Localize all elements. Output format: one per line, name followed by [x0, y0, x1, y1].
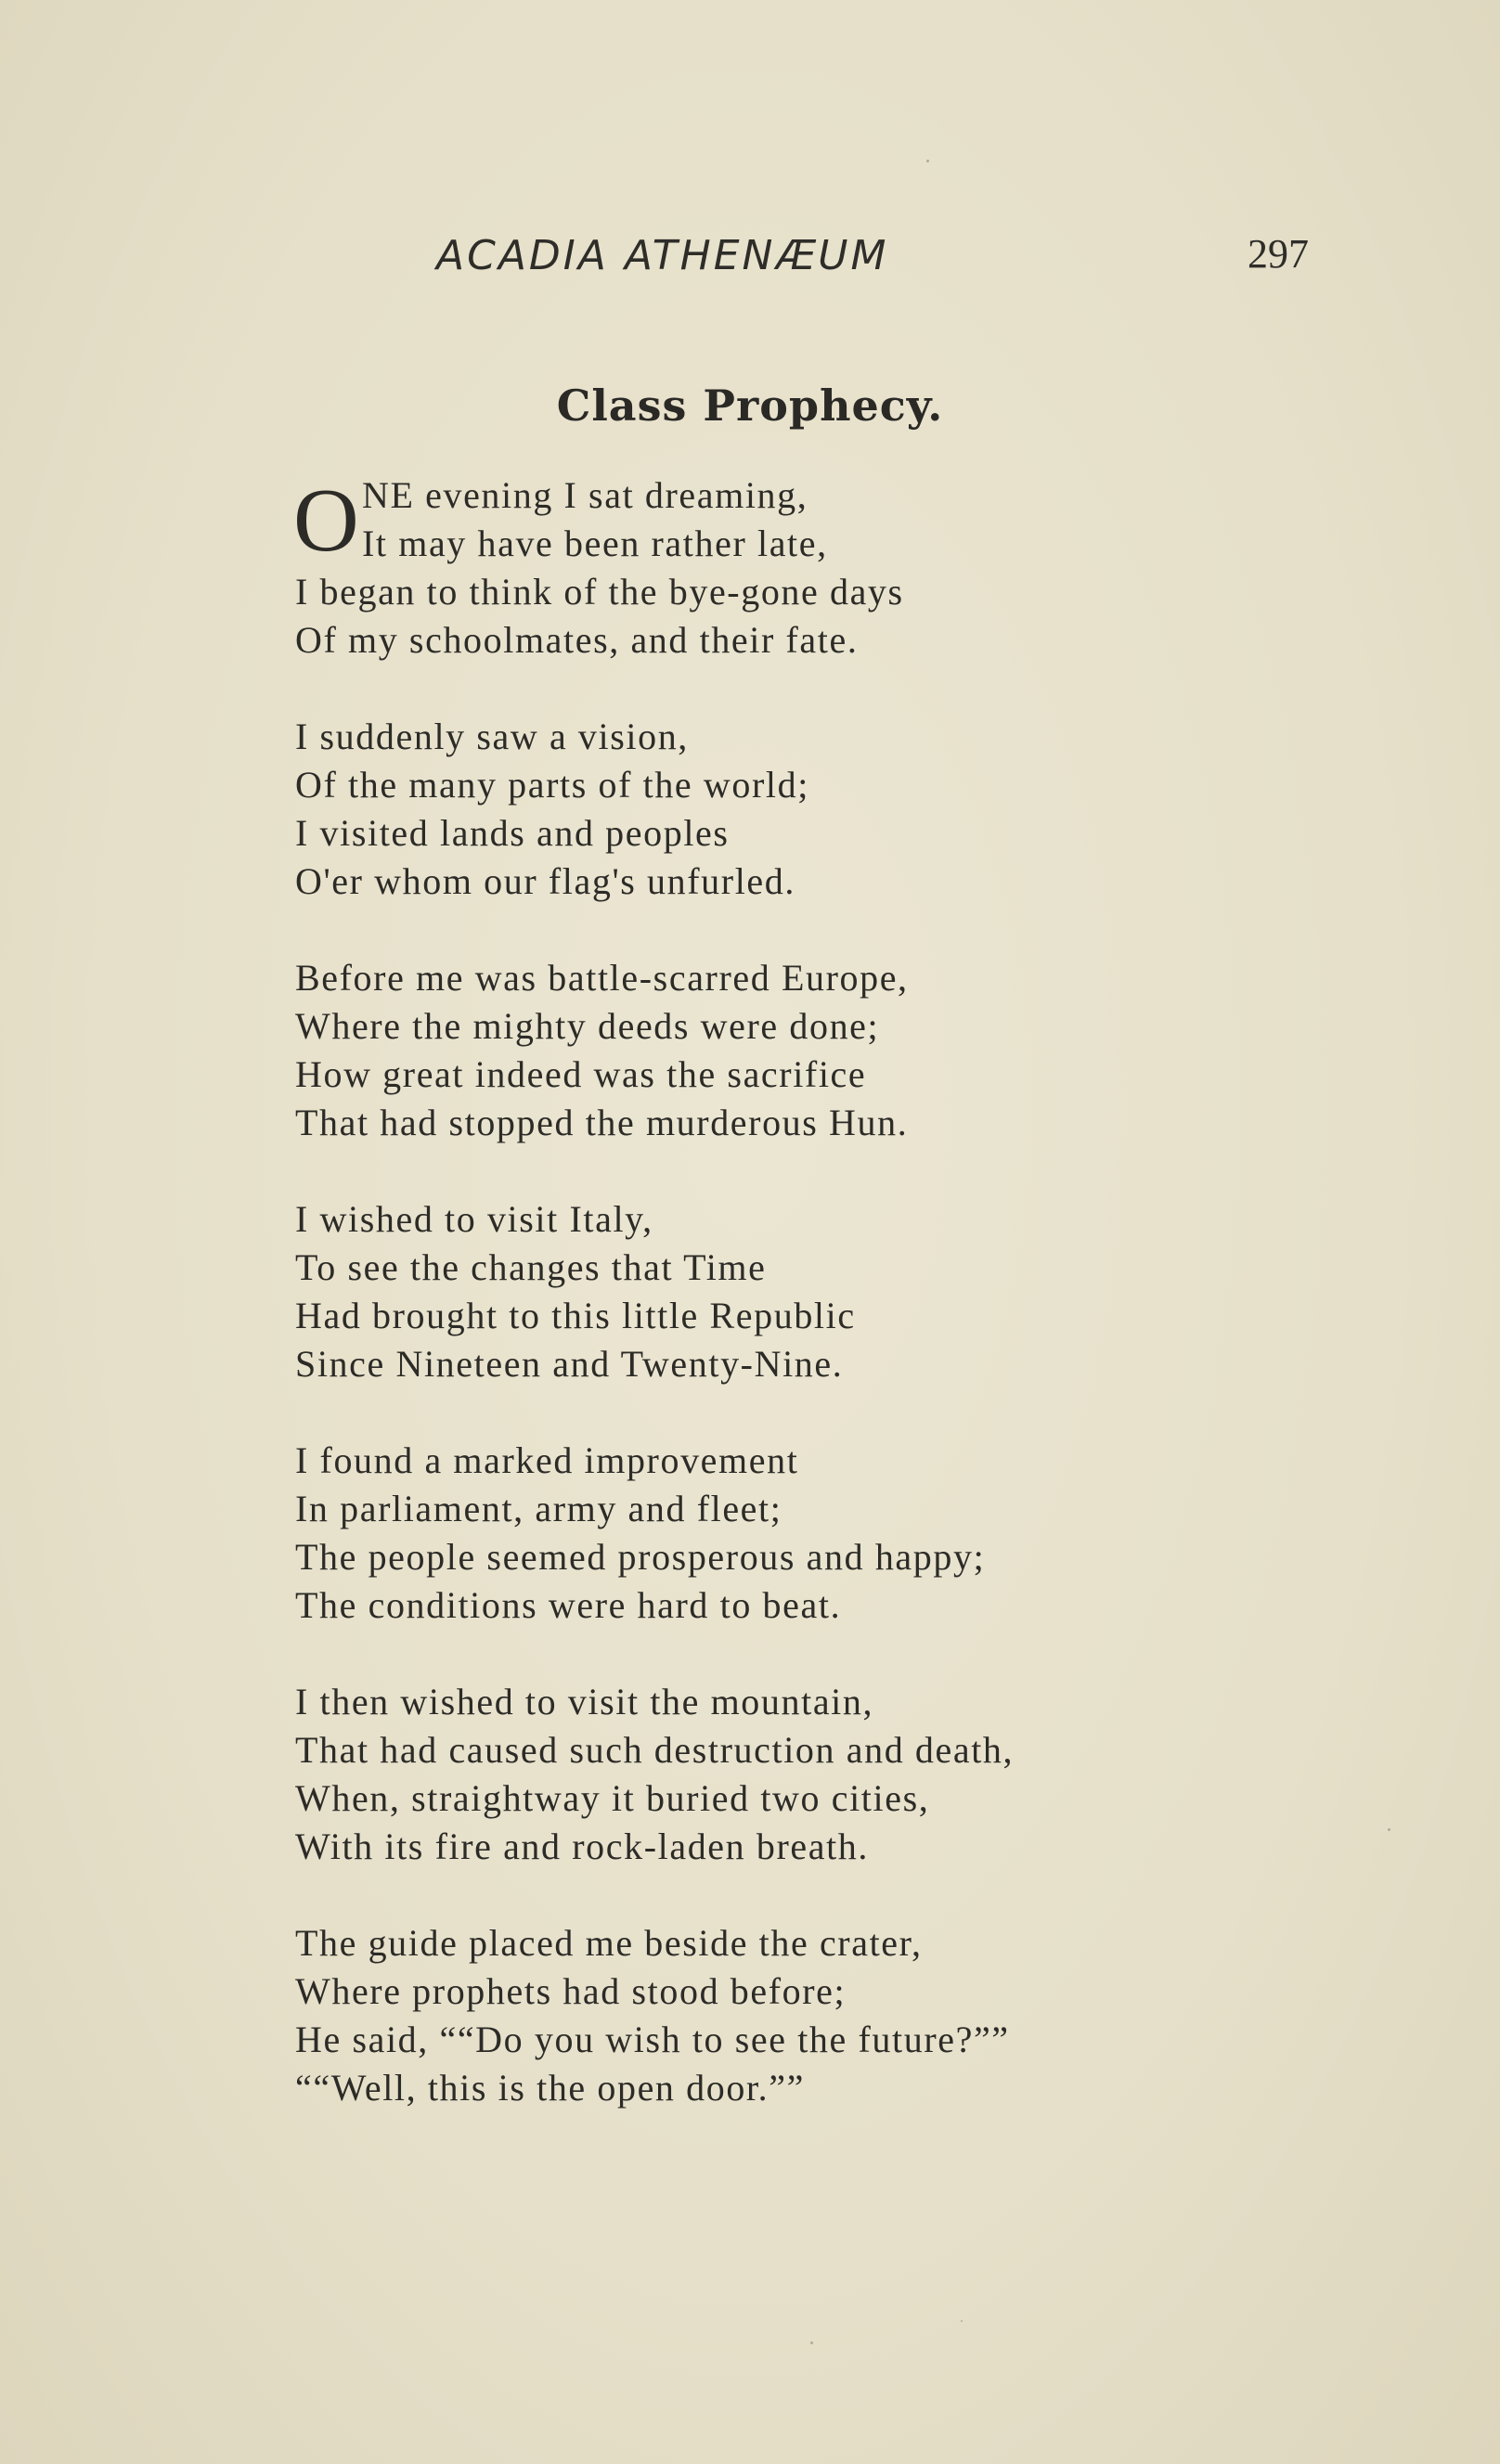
poem-line: I visited lands and peoples [295, 812, 730, 854]
poem-line: Before me was battle-scarred Europe, [295, 957, 909, 999]
page-header [436, 232, 1309, 288]
poem-title: Class Prophecy. [556, 381, 944, 431]
stanza [295, 1678, 1223, 1871]
poem-line: I found a marked improvement [295, 1439, 799, 1481]
poem-line: He said, ““Do you wish to see the future?”” [295, 2019, 1010, 2060]
paper-speck [810, 2341, 813, 2344]
poem-line: When, straightway it buried two cities, [295, 1777, 930, 1819]
poem-line: That had stopped the murderous Hun. [295, 1102, 909, 1143]
poem-line: To see the changes that Time [295, 1246, 767, 1288]
poem-line: I suddenly saw a vision, [295, 716, 689, 757]
running-title: ACADIA ATHENÆUM [436, 232, 889, 279]
poem-line: With its fire and rock-laden breath. [295, 1825, 869, 1867]
poem-line: O'er whom our flag's unfurled. [295, 860, 795, 902]
poem-line: It may have been rather late, [362, 522, 828, 564]
stanza [295, 713, 1223, 906]
poem-line: In parliament, army and fleet; [295, 1488, 782, 1529]
poem-line: How great indeed was the sacrifice [295, 1053, 867, 1095]
poem-line: That had caused such destruction and death, [295, 1729, 1015, 1771]
poem-line: I then wished to visit the mountain, [295, 1681, 874, 1722]
poem-line: I wished to visit Italy, [295, 1198, 653, 1240]
poem-line: I began to think of the bye-gone days [295, 571, 904, 613]
stanza [295, 1195, 1223, 1388]
drop-cap: O [293, 471, 361, 571]
paper-speck [1388, 1828, 1390, 1831]
poem-line: Where prophets had stood before; [295, 1970, 847, 2012]
stanza [295, 1919, 1223, 2112]
stanza [295, 1437, 1223, 1630]
poem-line: The guide placed me beside the crater, [295, 1922, 923, 1964]
poem-line: ““Well, this is the open door.”” [295, 2067, 805, 2109]
poem-line-text: NE evening I sat dreaming, [362, 474, 808, 516]
poem-line: The conditions were hard to beat. [295, 1584, 842, 1626]
stanza [295, 954, 1223, 1147]
poem-line: Had brought to this little Republic [295, 1295, 856, 1336]
page-number: 297 [1248, 231, 1309, 277]
poem-body [295, 471, 1223, 2161]
poem-line: The people seemed prosperous and happy; [295, 1536, 986, 1578]
poem-line: Since Nineteen and Twenty-Nine. [295, 1343, 844, 1385]
poem-line: Of the many parts of the world; [295, 764, 809, 806]
poem-line: Of my schoolmates, and their fate. [295, 619, 859, 661]
paper-speck [961, 2320, 963, 2322]
paper-speck [926, 160, 929, 162]
stanza [295, 471, 1223, 664]
poem-line: Where the mighty deeds were done; [295, 1005, 880, 1047]
